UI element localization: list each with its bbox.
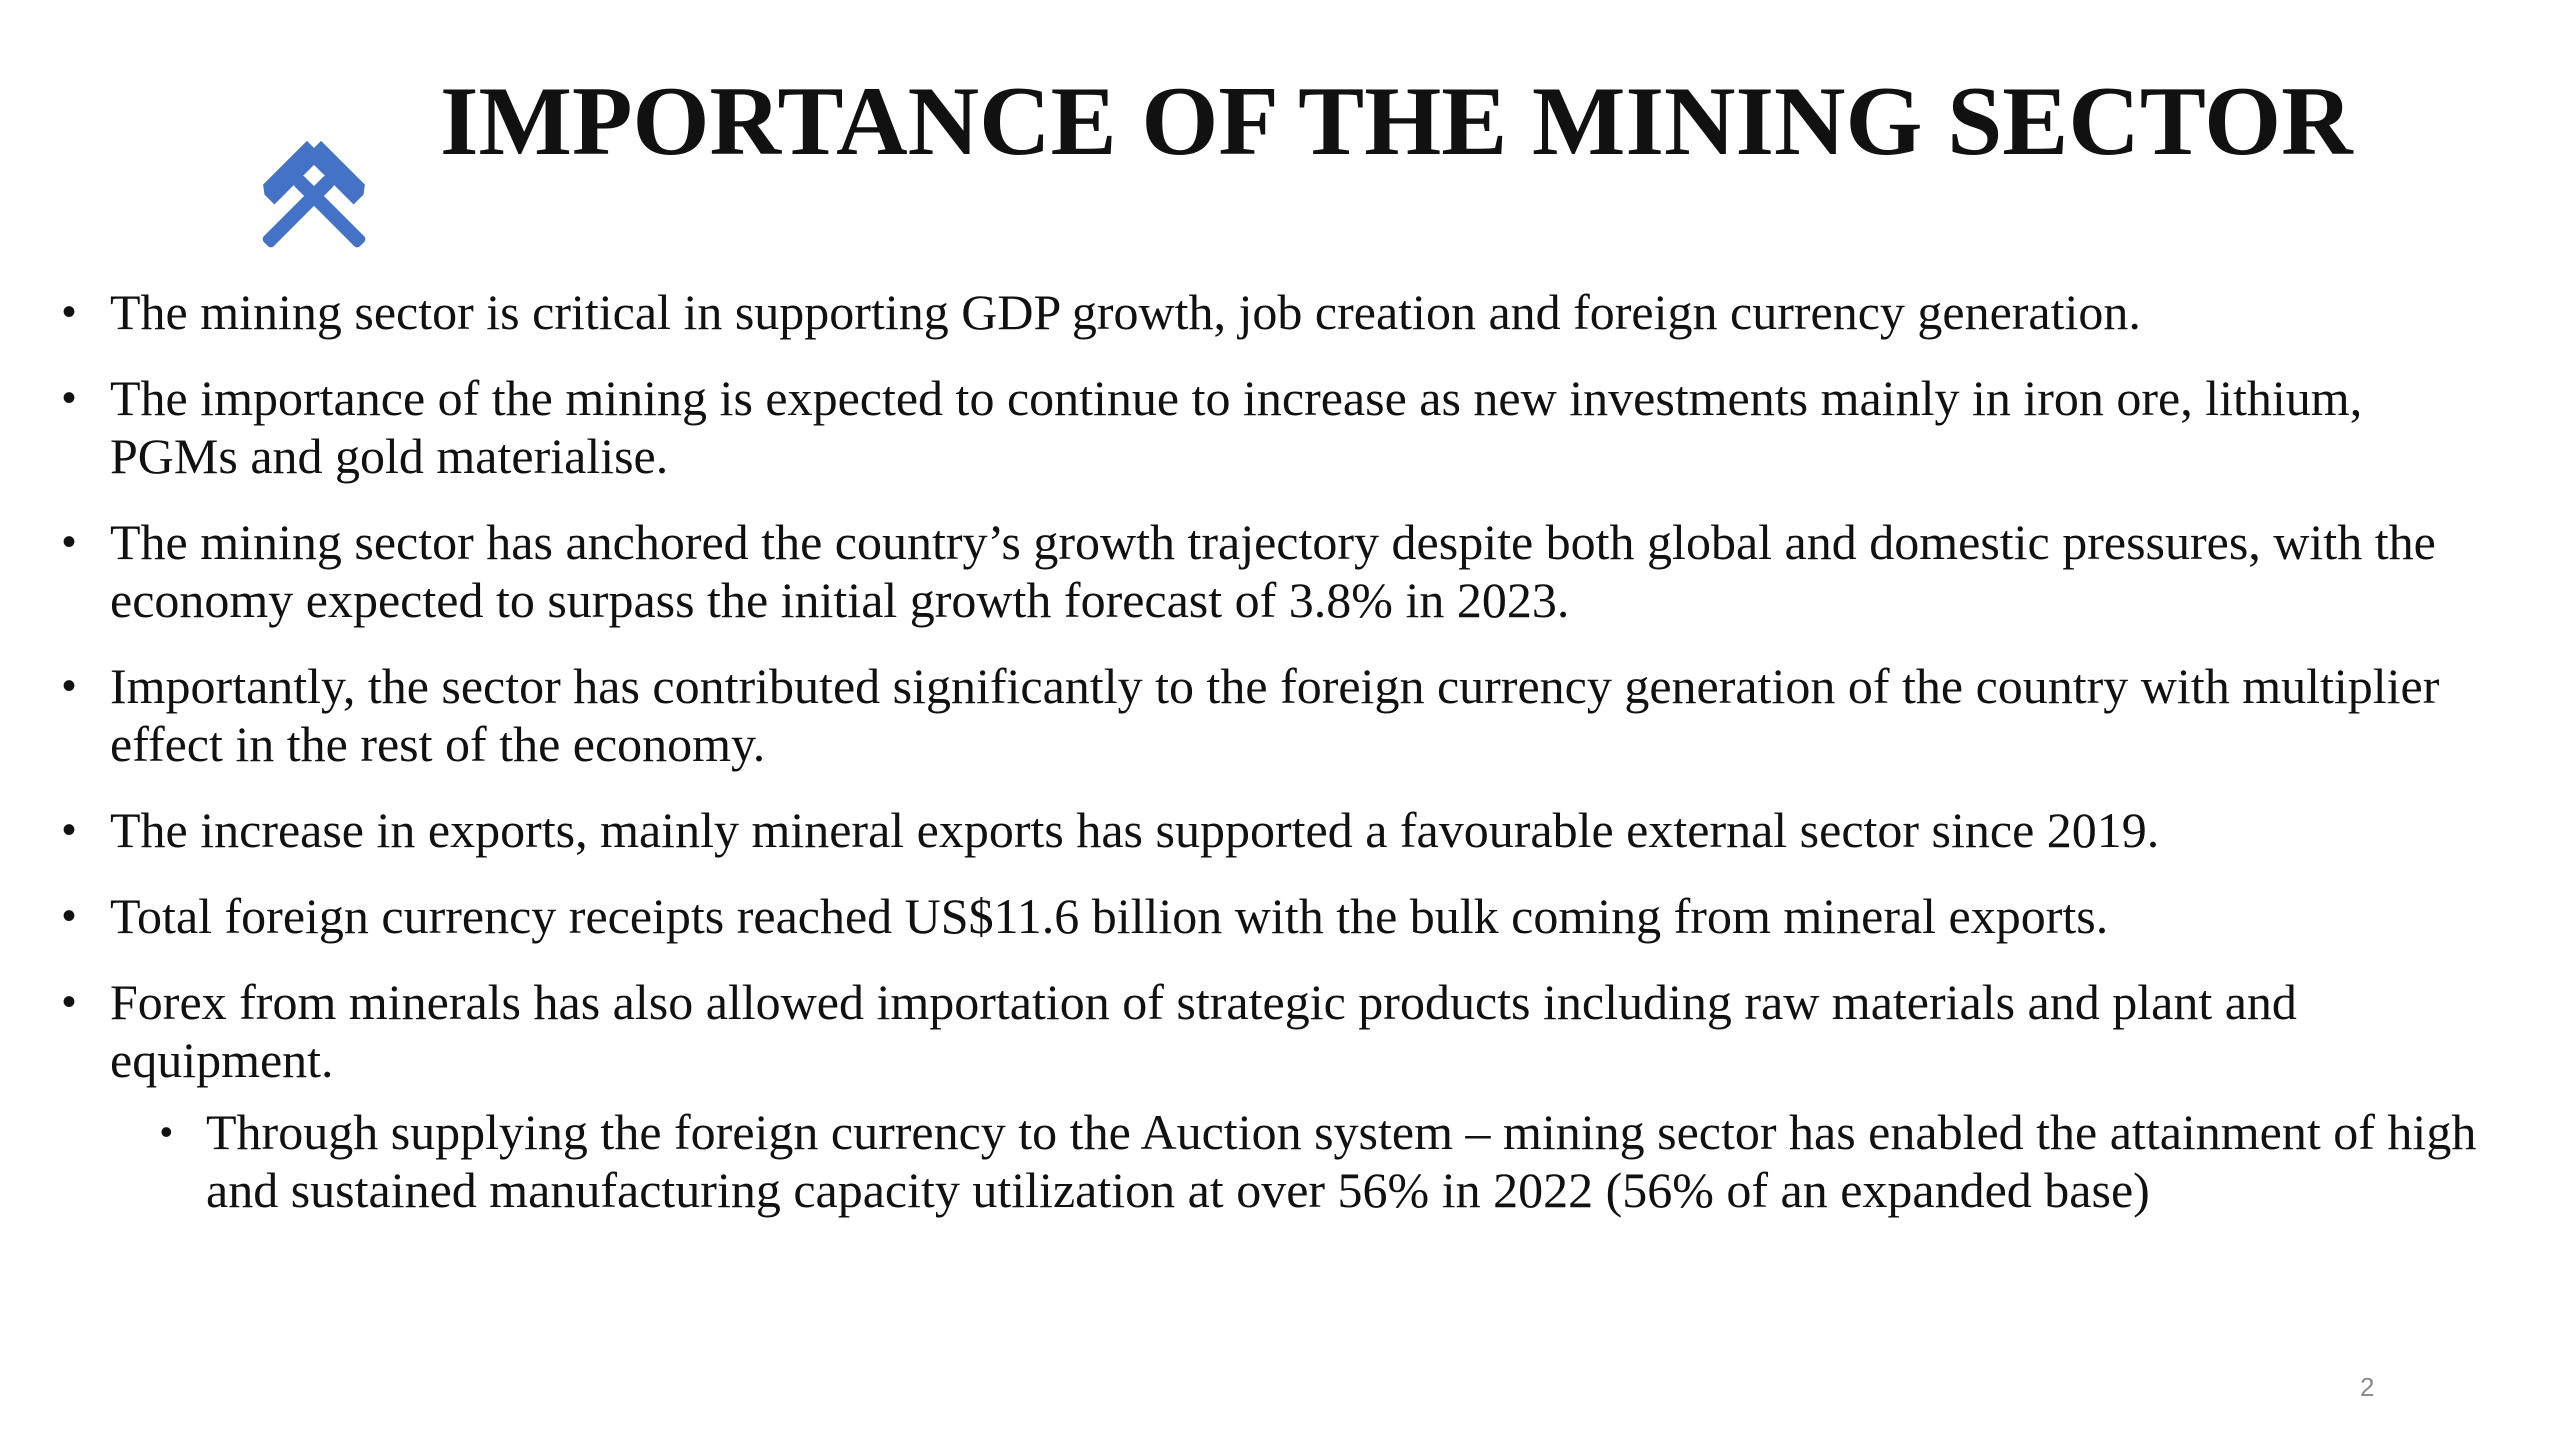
bullet-item: • The importance of the mining is expected to continue to increase as new investments mainly in iron ore, lithium, PGMs and gold materialise.: [60, 369, 2500, 485]
bullet-item: • Total foreign currency receipts reached US$11.6 billion with the bulk coming from mineral exports.: [60, 887, 2500, 945]
crossed-hammers-icon: [236, 122, 392, 270]
page-number: 2: [2360, 1372, 2375, 1402]
sub-bullet-item: • Through supplying the foreign currency to the Auction system – mining sector has enabled the attainment of high and sustained manufacturing capacity utilization at over 56% in 2022 (56% of an expanded base): [110, 1103, 2500, 1219]
sub-bullet-list: [110, 1103, 2500, 1219]
bullet-item: • Importantly, the sector has contributed significantly to the foreign currency generation of the country with multiplier effect in the rest of the economy.: [60, 657, 2500, 773]
bullet-item: • The increase in exports, mainly mineral exports has supported a favourable external sector since 2019.: [60, 801, 2500, 859]
bullet-item: • The mining sector has anchored the country’s growth trajectory despite both global and domestic pressures, with the economy expected to surpass the initial growth forecast of 3.8% in 2023.: [60, 513, 2500, 629]
bullet-item: • The mining sector is critical in supporting GDP growth, job creation and foreign currency generation.: [60, 283, 2500, 341]
bullet-item-with-sublist: [60, 973, 2500, 1219]
slide-title: IMPORTANCE OF THE MINING SECTOR: [440, 67, 2353, 176]
bullet-text: Forex from minerals has also allowed importation of strategic products including raw materials and plant and equipment.: [110, 974, 2297, 1088]
bullet-list: [60, 283, 2500, 1247]
